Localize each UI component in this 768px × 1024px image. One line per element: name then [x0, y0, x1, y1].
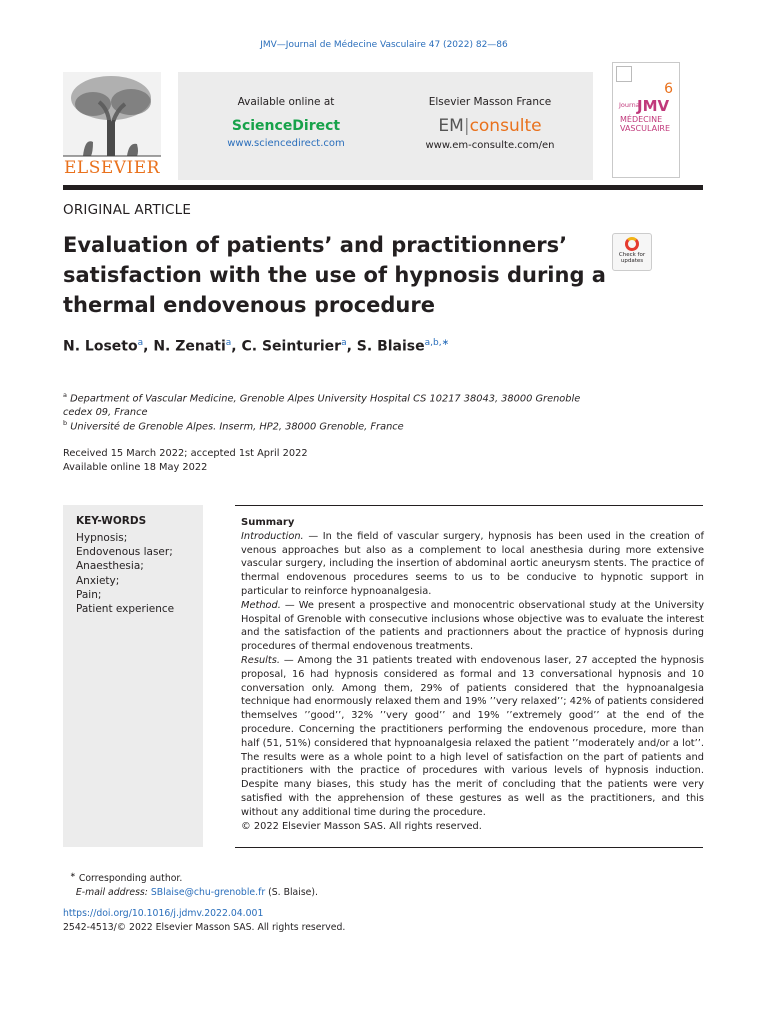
summary-abstract [241, 516, 704, 833]
author-name[interactable]: N. Zenati [153, 338, 226, 355]
author-affil-mark[interactable]: a [137, 338, 144, 348]
article-type: ORIGINAL ARTICLE [63, 202, 192, 218]
author-name[interactable]: N. Loseto [63, 338, 138, 355]
summary-method: Method. — We present a prospective and monocentric observational study at the University Hospital of Grenoble with consecutive inclusions whose objective was to evaluate the interest and the satisfaction of the patients and practionners about the practice of hypnosis during procedures of thermal endovenous treatments. [241, 599, 704, 653]
keyword-item: Pain; [76, 588, 102, 601]
keyword-item: Patient experience [76, 603, 175, 616]
doi-block [63, 907, 345, 935]
header-rule [63, 185, 703, 190]
affiliation-a: $^a$ Department of Vascular Medicine, Grenoble Alpes University Hospital CS 10217 38043, 38000 Grenoble cedex 09, France [63, 391, 581, 419]
em-consulte-logo[interactable]: EM|consulte [438, 116, 542, 136]
em-logo-left: EM [438, 116, 464, 136]
author-affil-mark[interactable]: a [341, 338, 347, 348]
author-list: N. Loseto$^a$, N. Zenati$^a$, C. Seinturier$^a$, S. Blaise$^{a,b,∗}$ [63, 338, 450, 355]
article-dates [63, 447, 308, 475]
article-title: Evaluation of patients’ and practitionners’ satisfaction with the use of hypnosis during a thermal endovenous procedure [63, 233, 606, 317]
em-consulte-link[interactable]: www.em-consulte.com/en [425, 140, 555, 151]
elsevier-masson-label: Elsevier Masson France [428, 96, 552, 108]
issn-copyright: 2542-4513/© 2022 Elsevier Masson SAS. All rights reserved. [63, 922, 346, 933]
email-link[interactable]: SBlaise@chu-grenoble.fr [150, 887, 266, 899]
keywords-box [63, 505, 203, 847]
elsevier-wordmark: ELSEVIER [64, 158, 160, 178]
sciencedirect-link[interactable]: www.sciencedirect.com [227, 138, 345, 149]
keyword-item: Endovenous laser; [76, 546, 173, 559]
summary-top-rule [235, 505, 703, 506]
check-updates-label: Check for updates [618, 252, 646, 264]
cover-journal-word: Journal [619, 101, 642, 109]
sciencedirect-block [186, 72, 386, 149]
author-affil-mark[interactable]: a,b,∗ [424, 338, 450, 348]
summary-bottom-rule [235, 847, 703, 848]
keywords-heading: KEY-WORDS [76, 515, 147, 527]
em-consulte-block [390, 72, 590, 151]
cover-issue-number: 6 [664, 81, 673, 97]
author-name[interactable]: C. Seinturier [241, 338, 342, 355]
journal-cover-thumbnail[interactable] [612, 62, 680, 178]
received-date: Received 15 March 2022; accepted 1st April 2022 [63, 448, 308, 459]
available-date: Available online 18 May 2022 [63, 462, 208, 473]
summary-heading: Summary [241, 517, 295, 528]
summary-introduction: Introduction. — In the field of vascular surgery, hypnosis has been used in the creation of venous approaches but also as a complement to local anesthesia during more extensive vascular surgery, including the insertion of abdominal aortic aneurysm stents. The practice of thermal endovenous procedures seems to us to be conducive to hypnotic support in particular to reinforce hypnoanalgesia. [241, 530, 704, 597]
corresponding-footnote: ∗ Corresponding author. E-mail address: SBlaise@chu-grenoble.fr (S. Blaise). [70, 871, 318, 899]
summary-results: Results. — Among the 31 patients treated with endovenous laser, 27 accepted the hypnosis proposal, 16 had hypnosis considered as formal and 13 conversational hypnosis and 10 conversation only. Among them, 29% of patients considered that the hypnoanalgesia technique had enormously relaxed them and 19% ’’very relaxed’’; 42% of patients considered themselves ’’good’’, 32% ’’very good’’ and 19% ’’extremely good’’ at the end of the procedure. Concerning the practitioners performing the endovenous procedure, more than half (51, 51%) considered that hypnoanalgesia relaxed the patient ’’moderately and/or a lot’’. The results were as a whole point to a high level of satisfaction on the part of patients and practitioners with the practice of procedures with various levels of hypnosis induction. Despite many biases, this study has the merit of concluding that the patients were very satisfied with the apprehension of these gestures as well as the practitioners, and this without any additional time during the procedure. [241, 654, 704, 818]
available-online-label: Available online at [237, 96, 335, 108]
author-name[interactable]: S. Blaise [356, 338, 425, 355]
keyword-item: Anaesthesia; [76, 560, 144, 573]
doi-link[interactable]: https://doi.org/10.1016/j.jdmv.2022.04.001 [63, 908, 264, 919]
summary-copyright: © 2022 Elsevier Masson SAS. All rights reserved. [241, 820, 482, 832]
keywords-list [76, 531, 174, 616]
cover-title: MÉDECINE VASCULAIRE [620, 115, 671, 133]
cover-tree-icon [616, 66, 632, 82]
check-for-updates-button[interactable] [612, 233, 652, 271]
keyword-item: Hypnosis; [76, 532, 128, 544]
em-logo-right: consulte [469, 116, 542, 136]
keyword-item: Anxiety; [76, 574, 120, 587]
journal-reference[interactable]: JMV—Journal de Médecine Vasculaire 47 (2022) 82—86 [260, 40, 508, 50]
check-updates-icon [625, 237, 639, 251]
sciencedirect-logo[interactable]: ScienceDirect [231, 118, 341, 134]
affiliation-b: $^b$ Université de Grenoble Alpes. Inserm, HP2, 38000 Grenoble, France [63, 419, 404, 433]
author-affil-mark[interactable]: a [225, 338, 232, 348]
availability-banner [178, 72, 593, 180]
cover-acronym: JMV [637, 97, 670, 115]
